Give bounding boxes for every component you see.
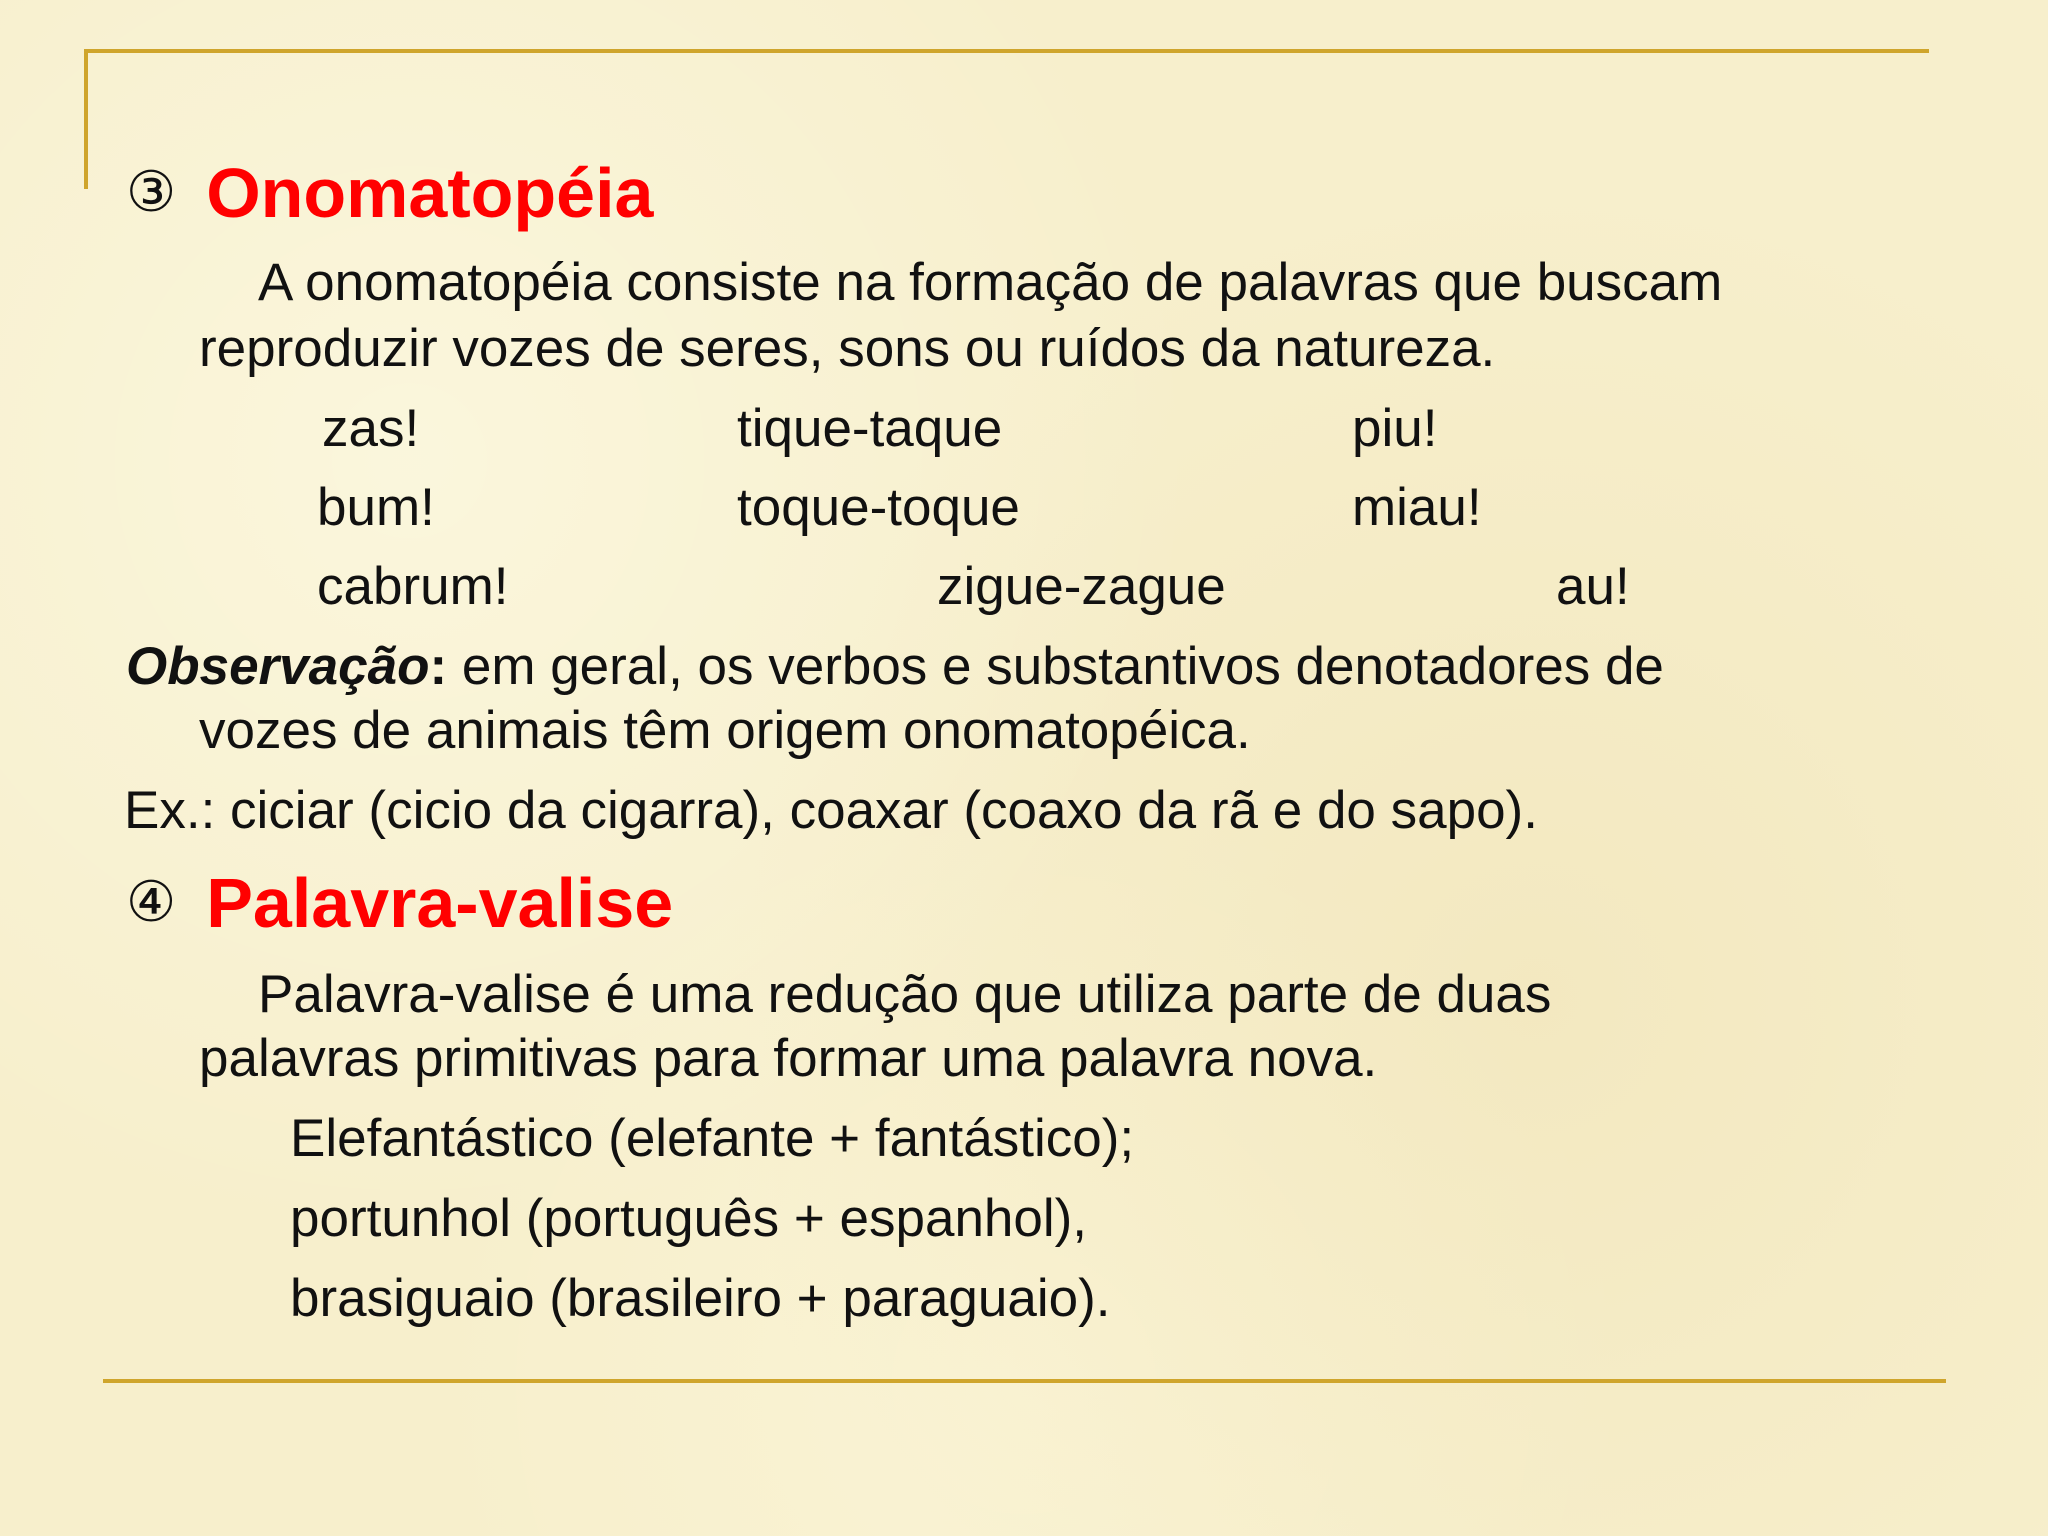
- top-rule: [86, 49, 1929, 53]
- observation-line2: vozes de animais têm origem onomatopéica.: [199, 701, 1251, 760]
- section3-number: ③: [126, 160, 177, 225]
- example-word: piu!: [1352, 399, 1438, 458]
- valise-example: portunhol (português + espanhol),: [290, 1189, 1088, 1248]
- section3-definition-line1: A onomatopéia consiste na formação de palavras que buscam: [258, 253, 1723, 312]
- section3-heading: [126, 154, 654, 232]
- example-word: toque-toque: [737, 478, 1020, 537]
- observation-colon: :: [429, 637, 448, 696]
- left-rule: [84, 49, 88, 189]
- bottom-rule: [103, 1379, 1946, 1383]
- observation-label: Observação: [126, 637, 430, 696]
- example-line: Ex.: ciciar (cicio da cigarra), coaxar (coaxo da rã e do sapo).: [124, 781, 1538, 840]
- section4-heading: [126, 864, 674, 942]
- section3-definition-line2: reproduzir vozes de seres, sons ou ruídos da natureza.: [199, 319, 1496, 378]
- valise-example: brasiguaio (brasileiro + paraguaio).: [290, 1269, 1111, 1328]
- example-word: cabrum!: [317, 557, 509, 616]
- valise-example: Elefantástico (elefante + fantástico);: [290, 1109, 1135, 1168]
- section3-title: Onomatopéia: [206, 154, 654, 232]
- section4-definition-line1: Palavra-valise é uma redução que utiliza parte de duas: [258, 965, 1552, 1024]
- example-word: au!: [1556, 557, 1630, 616]
- example-word: miau!: [1352, 478, 1482, 537]
- section4-title: Palavra-valise: [206, 864, 674, 942]
- observation-text-line1: em geral, os verbos e substantivos denotadores de: [461, 637, 1664, 696]
- example-word: tique-taque: [737, 399, 1003, 458]
- section4-definition-line2: palavras primitivas para formar uma palavra nova.: [199, 1029, 1378, 1088]
- example-word: zas!: [322, 399, 420, 458]
- example-word: bum!: [317, 478, 435, 537]
- example-word: zigue-zague: [937, 557, 1226, 616]
- section4-number: ④: [126, 870, 177, 935]
- observation-line1: [126, 637, 1664, 696]
